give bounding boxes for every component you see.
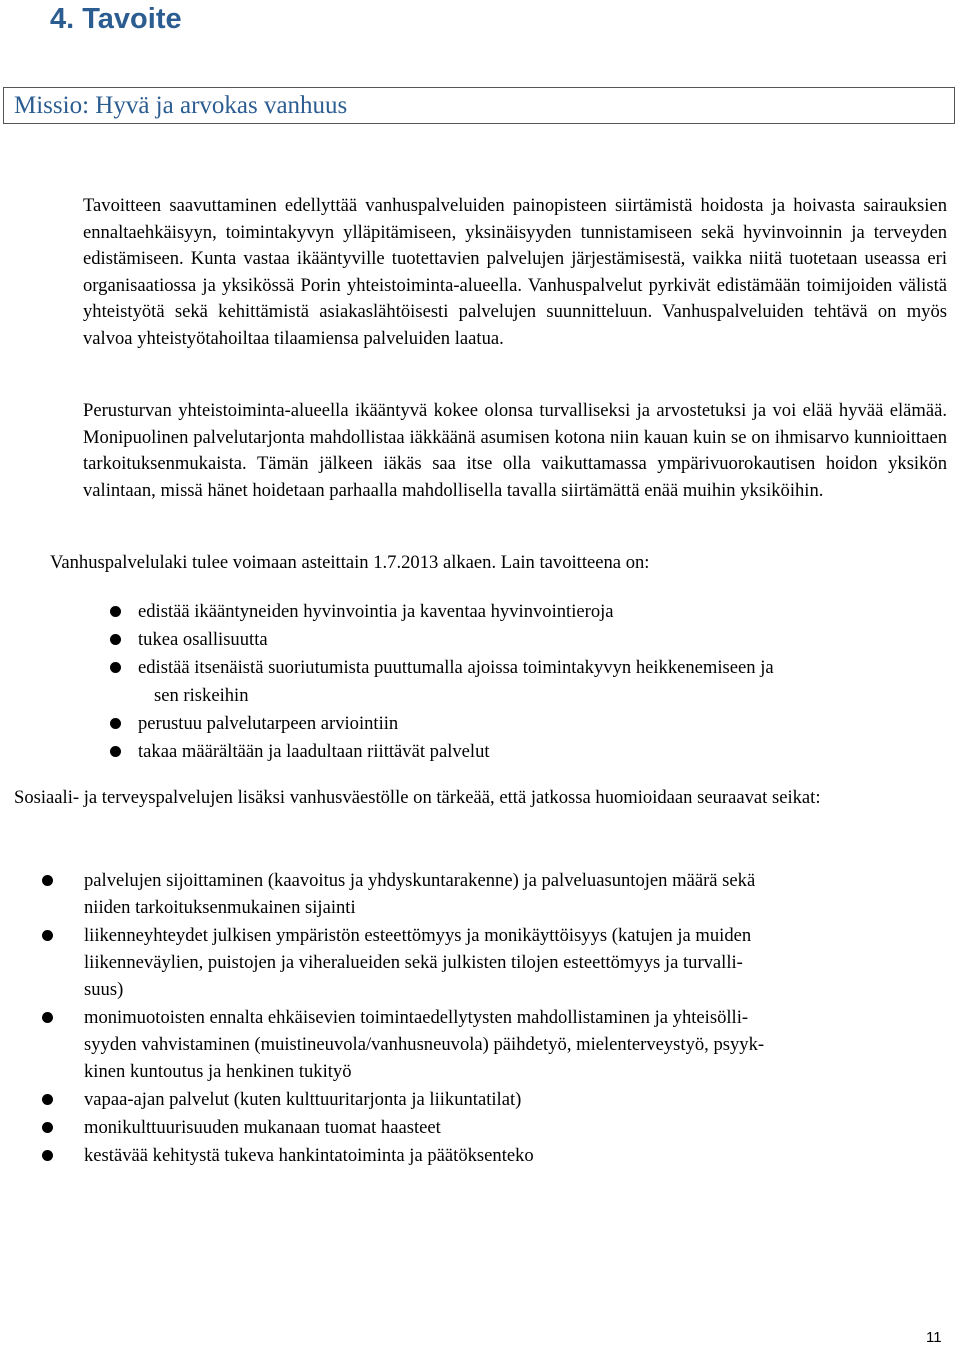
bullet-icon: [110, 662, 121, 673]
list-item: vapaa-ajan palvelut (kuten kulttuuritarjonta ja liikuntatilat): [40, 1086, 934, 1113]
bullet-icon: [42, 1012, 53, 1023]
list-item: liikenneyhteydet julkisen ympäristön esteettömyys ja monikäyttöisyys (katujen ja muiden liikenneväylien, puistojen ja viheralueiden sekä julkisten tilojen esteettömyys ja turvalli- suus): [40, 922, 934, 1003]
bullet-icon: [110, 746, 121, 757]
list-item: monikulttuurisuuden mukanaan tuomat haasteet: [40, 1114, 934, 1141]
bullet-icon: [42, 1122, 53, 1133]
list-item: tukea osallisuutta: [110, 626, 950, 654]
law-goals-list: [110, 598, 950, 766]
list-item: edistää ikääntyneiden hyvinvointia ja kaventaa hyvinvointieroja: [110, 598, 950, 626]
paragraph-considerations-intro: Sosiaali- ja terveyspalvelujen lisäksi vanhusväestölle on tärkeää, että jatkossa huomioidaan seuraavat seikat:: [14, 787, 821, 808]
bullet-icon: [110, 606, 121, 617]
bullet-icon: [42, 1094, 53, 1105]
list-item: takaa määrältään ja laadultaan riittävät palvelut: [110, 738, 950, 766]
paragraph-law-intro: Vanhuspalvelulaki tulee voimaan asteittain 1.7.2013 alkaen. Lain tavoitteena on:: [50, 552, 650, 573]
mission-title: Missio: Hyvä ja arvokas vanhuus: [14, 92, 348, 119]
list-item: perustuu palvelutarpeen arviointiin: [110, 710, 950, 738]
list-item: edistää itsenäistä suoriutumista puuttumalla ajoissa toimintakyvyn heikkenemiseen ja sen riskeihin: [110, 654, 950, 710]
paragraph-goal-shift: Tavoitteen saavuttaminen edellyttää vanhuspalveluiden painopisteen siirtämistä hoidosta ja hoivasta sairauksien ennaltaehkäisyyn, toimintakyvyn ylläpitämiseen, yksinäisyyden tunnistamiseen sekä hyvinvoinnin ja terveyden edistämiseen. Kunta vastaa ikääntyville tuotettavien palvelujen järjestämisestä, vaikka niitä tuotetaan useassa eri organisaatiossa ja yksikössä Porin yhteistoiminta-alueella. Vanhuspalvelut pyrkivät edistämään toimijoiden välistä yhteistyötä sekä kehittämistä asiakaslähtöisesti palvelujen suunnitteluun. Vanhuspalveluiden tehtävä on myös valvoa yhteistyötahoiltaa tilaamiensa palveluiden laatua.: [83, 195, 947, 349]
bullet-icon: [110, 718, 121, 729]
list-item: palvelujen sijoittaminen (kaavoitus ja yhdyskuntarakenne) ja palveluasuntojen määrä sekä niiden tarkoituksenmukainen sijainti: [40, 867, 934, 921]
section-heading: 4. Tavoite: [50, 3, 182, 35]
paragraph-safety: Perusturvan yhteistoiminta-alueella ikääntyvä kokee olonsa turvalliseksi ja arvostetuksi ja voi elää hyvää elämää. Monipuolinen palvelutarjonta mahdollistaa iäkkäänä asumisen kotona niin kauan kuin se on ihmisarvo kunnioittaen tarkoituksenmukaista. Tämän jälkeen iäkäs saa itse olla vaikuttamassa ympärivuorokautisen hoidon yksikön valintaan, missä hänet hoidetaan parhaalla mahdollisella tavalla siirtämättä enää muihin yksiköihin.: [83, 400, 947, 501]
bullet-icon: [42, 875, 53, 886]
bullet-icon: [110, 634, 121, 645]
list-item: monimuotoisten ennalta ehkäisevien toimintaedellytysten mahdollistaminen ja yhteisölli- syyden vahvistaminen (muistineuvola/vanhusneuvola) päihdetyö, mielenterveystyö, psyyk- kinen kuntoutus ja henkinen tukityö: [40, 1004, 934, 1085]
bullet-icon: [42, 1150, 53, 1161]
mission-box: [3, 87, 955, 124]
considerations-list: [40, 867, 940, 1170]
list-item: kestävää kehitystä tukeva hankintatoiminta ja päätöksenteko: [40, 1142, 934, 1169]
page-number: 11: [926, 1329, 942, 1346]
bullet-icon: [42, 930, 53, 941]
